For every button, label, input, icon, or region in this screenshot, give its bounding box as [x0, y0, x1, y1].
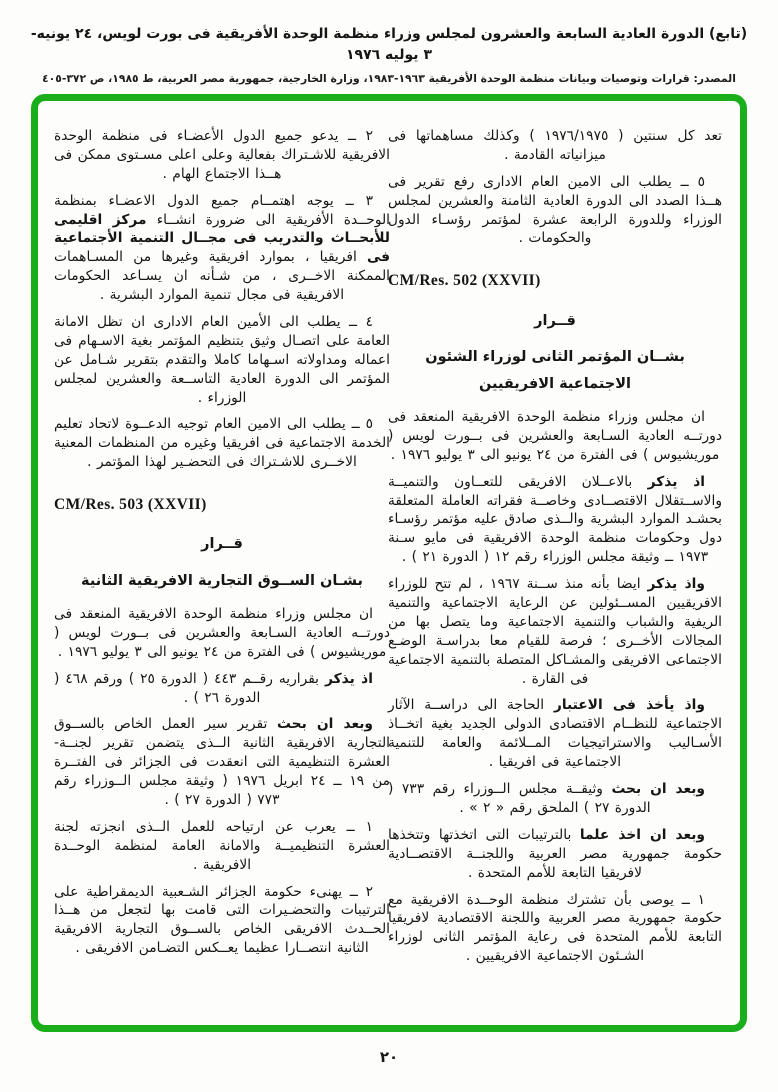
paragraph [388, 780, 722, 818]
paragraph-text: بالاعــلان الافريقى للتعــاون والتنميــة والاســتقلال الاقتصــادى وخاصــة فقراته العاملة المتعلقة بحشـد الموارد البشرية والــذى صادق عليه مؤتمر رؤسـاء دول وحكومات منظمة الوحدة الافريقية فى مايو سـنة ١٩٧٣ ــ وثيقة مجلس الوزراء رقم ١٢ ( الدورة ٢١ ) . [388, 473, 722, 566]
paragraph-text: الحاجة الى دراســة الآثار الاجتماعية للنظــام الاقتصادى الدولى الجديد بغية اتخــاذ الأسـاليب والاستراتيجيات المــلائمة والعامة للتنمية الاجتماعية فى افريقيا . [388, 697, 722, 771]
paragraph [54, 818, 390, 875]
page-header [30, 24, 748, 85]
paragraph [388, 891, 722, 967]
heading-line: بشــان المؤتمر الثانى لوزراء الشئون [425, 349, 685, 366]
paragraph-text: ٤ ــ يطلب الى الأمين العام الادارى ان تظل الامانة العامة على اتصـال وثيق بتنظيم المؤتمر بغية الاسـهام فى اعماله ومداولاته اسـهاما كاملا والتقدم بتقرير شـامل عن المؤتمر الى الدورة العادية التاســعة والعشرين لمجلس الوزراء . [54, 314, 390, 406]
section-heading [54, 568, 390, 595]
paragraph-lead: وبعد ان بحث [611, 781, 706, 798]
resolution-number: CM/Res. 503 (XXVII) [54, 496, 207, 514]
paragraph [54, 605, 390, 662]
paragraph-lead: وبعد ان اخذ علما [579, 826, 705, 843]
paragraph [54, 127, 390, 184]
paragraph-lead: واذ يأخذ فى الاعتبار [553, 697, 705, 714]
paragraph-text: ان مجلس وزراء منظمة الوحدة الافريقية المنعقد فى دورتــه العادية السـابعة والعشرين فى بــورت لويس ( موريشيوس ) فى الفترة من ٢٤ يونيو الى ٣ يوليو ١٩٧٦ . [388, 409, 722, 463]
paragraph [54, 715, 390, 809]
paragraph-text: ١ ــ يوصى بأن تشترك منظمة الوحــدة الافريقية مع حكومة جمهورية مصر العربية واللجنة الاقتصادية لافريقيا التابعة للأمم المتحدة فى رعاية المؤتمر الثانى لوزراء الشـئون الاجتماعية الافريقيين . [388, 891, 722, 965]
paragraph-text: ايضا بأنه منذ ســنة ١٩٦٧ ، لم تتح للوزراء الافريقيين المســئولين عن الرعاية الاجتماعية والتنمية الريفية والشباب والتنمية الاجتماعية وما يتصل بها من المجالات الأخــرى ؛ فرصة للقيام معا بدراسـة الوضـع الاجتماعى الافريقى والمشـاكل المتصلة بالتنمية الاجتماعية فى القارة . [388, 576, 722, 687]
column-left [54, 127, 390, 966]
heading-line: قــرار [534, 312, 576, 329]
paragraph-lead: وبعد ان بحث [277, 716, 373, 733]
paragraph [388, 408, 722, 465]
heading-line: قــرار [201, 536, 243, 553]
paragraph [388, 696, 722, 772]
paragraph-text: وثيقــة مجلس الــوزراء رقم ٧٣٣ ( الدورة ٢٧ ) الملحق رقم « ٢ » . [388, 781, 651, 816]
paragraph [388, 127, 722, 165]
page-number: ٢٠ [379, 1048, 399, 1066]
section-heading [388, 308, 722, 335]
paragraph-text: ٥ ــ يطلب الى الامين العام الادارى رفع تقرير فى هــذا الصدد الى الدورة العادية الثامنة والعشرين لمجلس الوزراء وللدورة الرابعة عشرة لمؤتمر رؤسـاء الدول والحكومات . [388, 173, 722, 247]
paragraph-text: بقراريه رقــم ٤٤٣ ( الدورة ٢٥ ) ورقم ٤٦٨ ( الدورة ٢٦ ) . [54, 670, 326, 706]
resolution-number: CM/Res. 502 (XXVII) [388, 272, 541, 290]
heading-line: الاجتماعية الافريقيين [478, 376, 632, 393]
paragraph-lead: اذ يذكر [647, 473, 705, 490]
column-right [388, 127, 722, 974]
paragraph [54, 192, 390, 305]
paragraph-text: ٢ ــ يدعو جميع الدول الأعضـاء فى منظمة الوحدة الافريقية للاشـتراك بفعالية وعلى اعلى مسـتوى ممكن فى هــذا الاجتماع الهام . [54, 128, 390, 182]
paragraph-text: ٥ ــ يطلب الى الامين العام توجيه الدعــوة لاتحاد تعليم الخدمة الاجتماعية فى افريقيا وغيره من المنظمات المعنية الاخــرى للاشـتراك فى التحضـير لهذا المؤتمر . [54, 416, 390, 471]
paragraph [388, 173, 722, 249]
paragraph-lead: اذ يذكر [325, 670, 373, 687]
paragraph-text: ٢ ــ يهنىء حكومة الجزائر الشـعبية الديمقراطية على الترتيبات والتحضـيرات التى قامت بها لتجعل من هــذا الحــدث الافريقى الخاص بالســوق التجارية الافريقية الثانية انتصــارا عظيما يعــكس التضـامن الافريقى . [54, 883, 390, 957]
paragraph-lead: مركز اقليمى للأبحــاث والتدريب فى مجــال التنمية الأجتماعية فى [54, 211, 390, 266]
paragraph-text: ٣ ــ يوجه اهتمــام جميع الدول الاعضـاء بمنظمة الوحــدة الأفريقية الى ضرورة انشــاء [54, 192, 391, 228]
header-session-title: (تابع) الدورة العادية السابعة والعشرون لمجلس وزراء منظمة الوحدة الأفريقية فى بورت لويس، ٢٤ يونيه- ٣ يوليه ١٩٧٦ [30, 26, 748, 63]
paragraph [54, 313, 390, 407]
paragraph-text: تقرير سير العمل الخاص بالســوق التجارية الافريقية الثانية الــذى يتضمن تقرير لجنــة- العشرة التنظيمية التى انعقدت فى الجزائر فى الفتــرة من ١٩ ــ ٢٤ ابريل ١٩٧٦ ( وثيقة مجلس الــوزراء رقم ٧٧٣ ( الدورة ٢٧ ) . [54, 716, 391, 809]
paragraph [388, 473, 722, 567]
paragraph [54, 883, 390, 959]
section-heading [388, 344, 722, 398]
paragraph-text: ان مجلس وزراء منظمة الوحدة الافريقية المنعقد فى دورتــه العادية السـابعة والعشرين فى بــورت لويس ( موريشيوس ) فى الفترة من ٢٤ يونيو الى ٣ يوليو ١٩٧٦ . [54, 606, 390, 660]
green-border-frame [31, 94, 747, 1032]
heading-line: بشـان الســوق التجارية الافريقية الثانية [81, 573, 363, 590]
paragraph [54, 670, 390, 708]
paragraph-text: بالترتيبات التى اتخذتها وتتخذها حكومة جمهورية مصر العربية واللجنــة الاقتصــادية لافريقيا التابعة للأمم المتحدة . [388, 826, 722, 881]
header-source-line: المصدر: قرارات وتوصيات وبيانات منظمة الوحدة الأفريقية ١٩٦٣-١٩٨٣، وزارة الخارجية، جمهورية مصر العربية، ط ١٩٨٥، ص ٣٧٢-٤٠٥ [42, 72, 736, 85]
paragraph [54, 415, 390, 472]
paragraph [388, 575, 722, 688]
paragraph-text: ١ ــ يعرب عن ارتياحه للعمل الــذى انجزته لجنة العشرة التنظيميــة والامانة العامة لمنظمة الوحــدة الافريقية . [54, 818, 390, 873]
section-heading [54, 531, 390, 558]
paragraph-text: تعد كل سنتين ( ١٩٧٦/١٩٧٥ ) وكذلك مساهماتها فى ميزانياته القادمة . [388, 128, 722, 163]
paragraph-text: افريقيا ، بموارد افريقية وغيرها من المسـاهمات الممكنة الاخــرى ، من شـأنه ان يسـاعد الحكومات الافريقية فى مجال تنمية الموارد البشرية . [54, 249, 390, 304]
paragraph [388, 826, 722, 883]
paragraph-lead: واذ يذكر [647, 576, 705, 593]
